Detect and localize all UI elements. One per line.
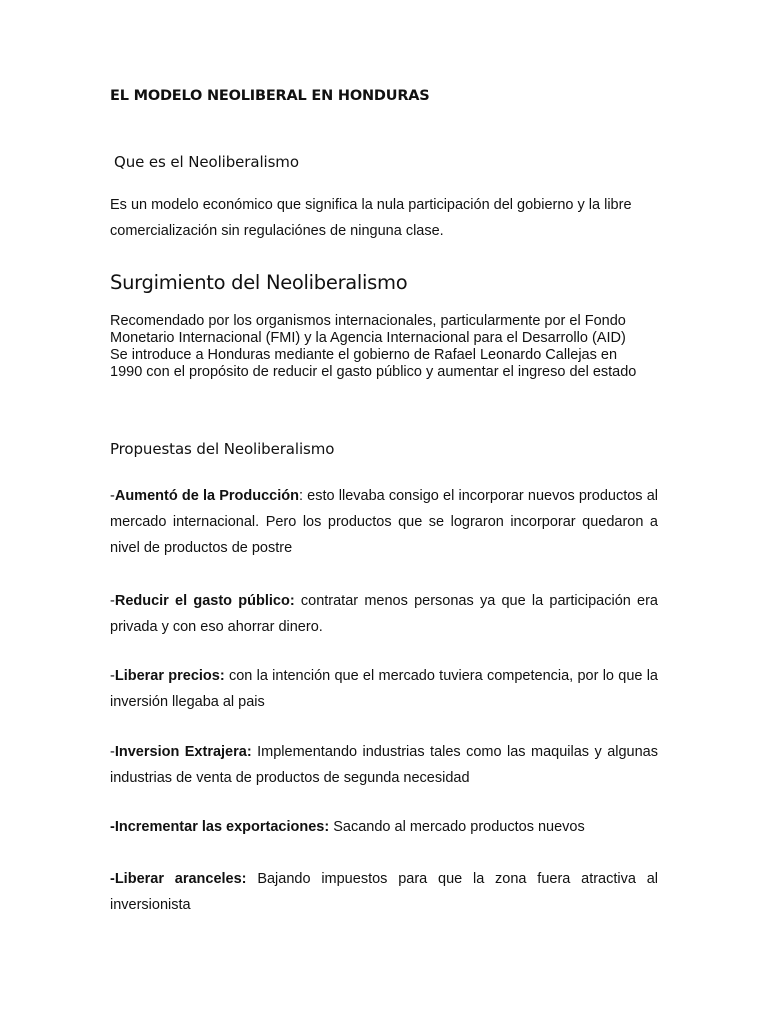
item-prefix: - <box>110 488 115 504</box>
section-heading-surgimiento: Surgimiento del Neoliberalismo <box>110 271 408 294</box>
proposal-item <box>110 866 658 918</box>
item-term: -Liberar aranceles: <box>110 871 247 887</box>
item-text: Bajando impuestos para que la zona fuera atractiva al inversionista <box>110 871 658 913</box>
item-prefix: - <box>110 744 115 760</box>
item-term: Aumentó de la Producción <box>114 488 299 504</box>
proposal-item <box>110 814 658 840</box>
item-term: Reducir el gasto público: <box>114 593 295 609</box>
item-text: esto llevaba consigo el incorporar nuevos productos al mercado internacional. Pero los productos que se lograron incorporar quedaron a nivel de productos de postre <box>110 488 658 556</box>
proposal-item <box>110 483 658 561</box>
proposal-item <box>110 588 658 640</box>
section-heading-que-es: Que es el Neoliberalismo <box>114 153 299 171</box>
item-term: Liberar precios: <box>114 668 225 684</box>
item-separator: : <box>298 488 303 504</box>
item-term: Inversion Extrajera: <box>114 744 252 760</box>
section1-body: Es un modelo económico que significa la nula participación del gobierno y la libre comercialización sin regulaciónes de ninguna clase. <box>110 197 632 239</box>
section2-paragraph-2: Se introduce a Honduras mediante el gobierno de Rafael Leonardo Callejas en 1990 con el propósito de reducir el gasto público y aumentar el ingreso del estado <box>110 347 637 380</box>
item-term: -Incrementar las exportaciones: <box>110 819 330 835</box>
section2-paragraph-1: Recomendado por los organismos internacionales, particularmente por el Fondo Monetario Internacional (FMI) y la Agencia Internacional para el Desarrollo (AID) <box>110 313 626 346</box>
item-prefix: - <box>110 668 115 684</box>
item-text: Sacando al mercado productos nuevos <box>329 819 585 835</box>
section2-body <box>110 313 640 381</box>
section-heading-propuestas: Propuestas del Neoliberalismo <box>110 440 335 458</box>
document-page <box>110 0 658 1024</box>
item-text: Implementando industrias tales como las maquilas y algunas industrias de venta de productos de segunda necesidad <box>110 744 658 786</box>
item-prefix: - <box>110 593 115 609</box>
item-text: contratar menos personas ya que la participación era privada y con eso ahorrar dinero. <box>110 593 659 635</box>
proposal-item <box>110 663 658 715</box>
document-title: EL MODELO NEOLIBERAL EN HONDURAS <box>110 88 430 104</box>
item-text: con la intención que el mercado tuviera competencia, por lo que la inversión llegaba al pais <box>110 668 658 710</box>
proposal-item <box>110 739 658 791</box>
